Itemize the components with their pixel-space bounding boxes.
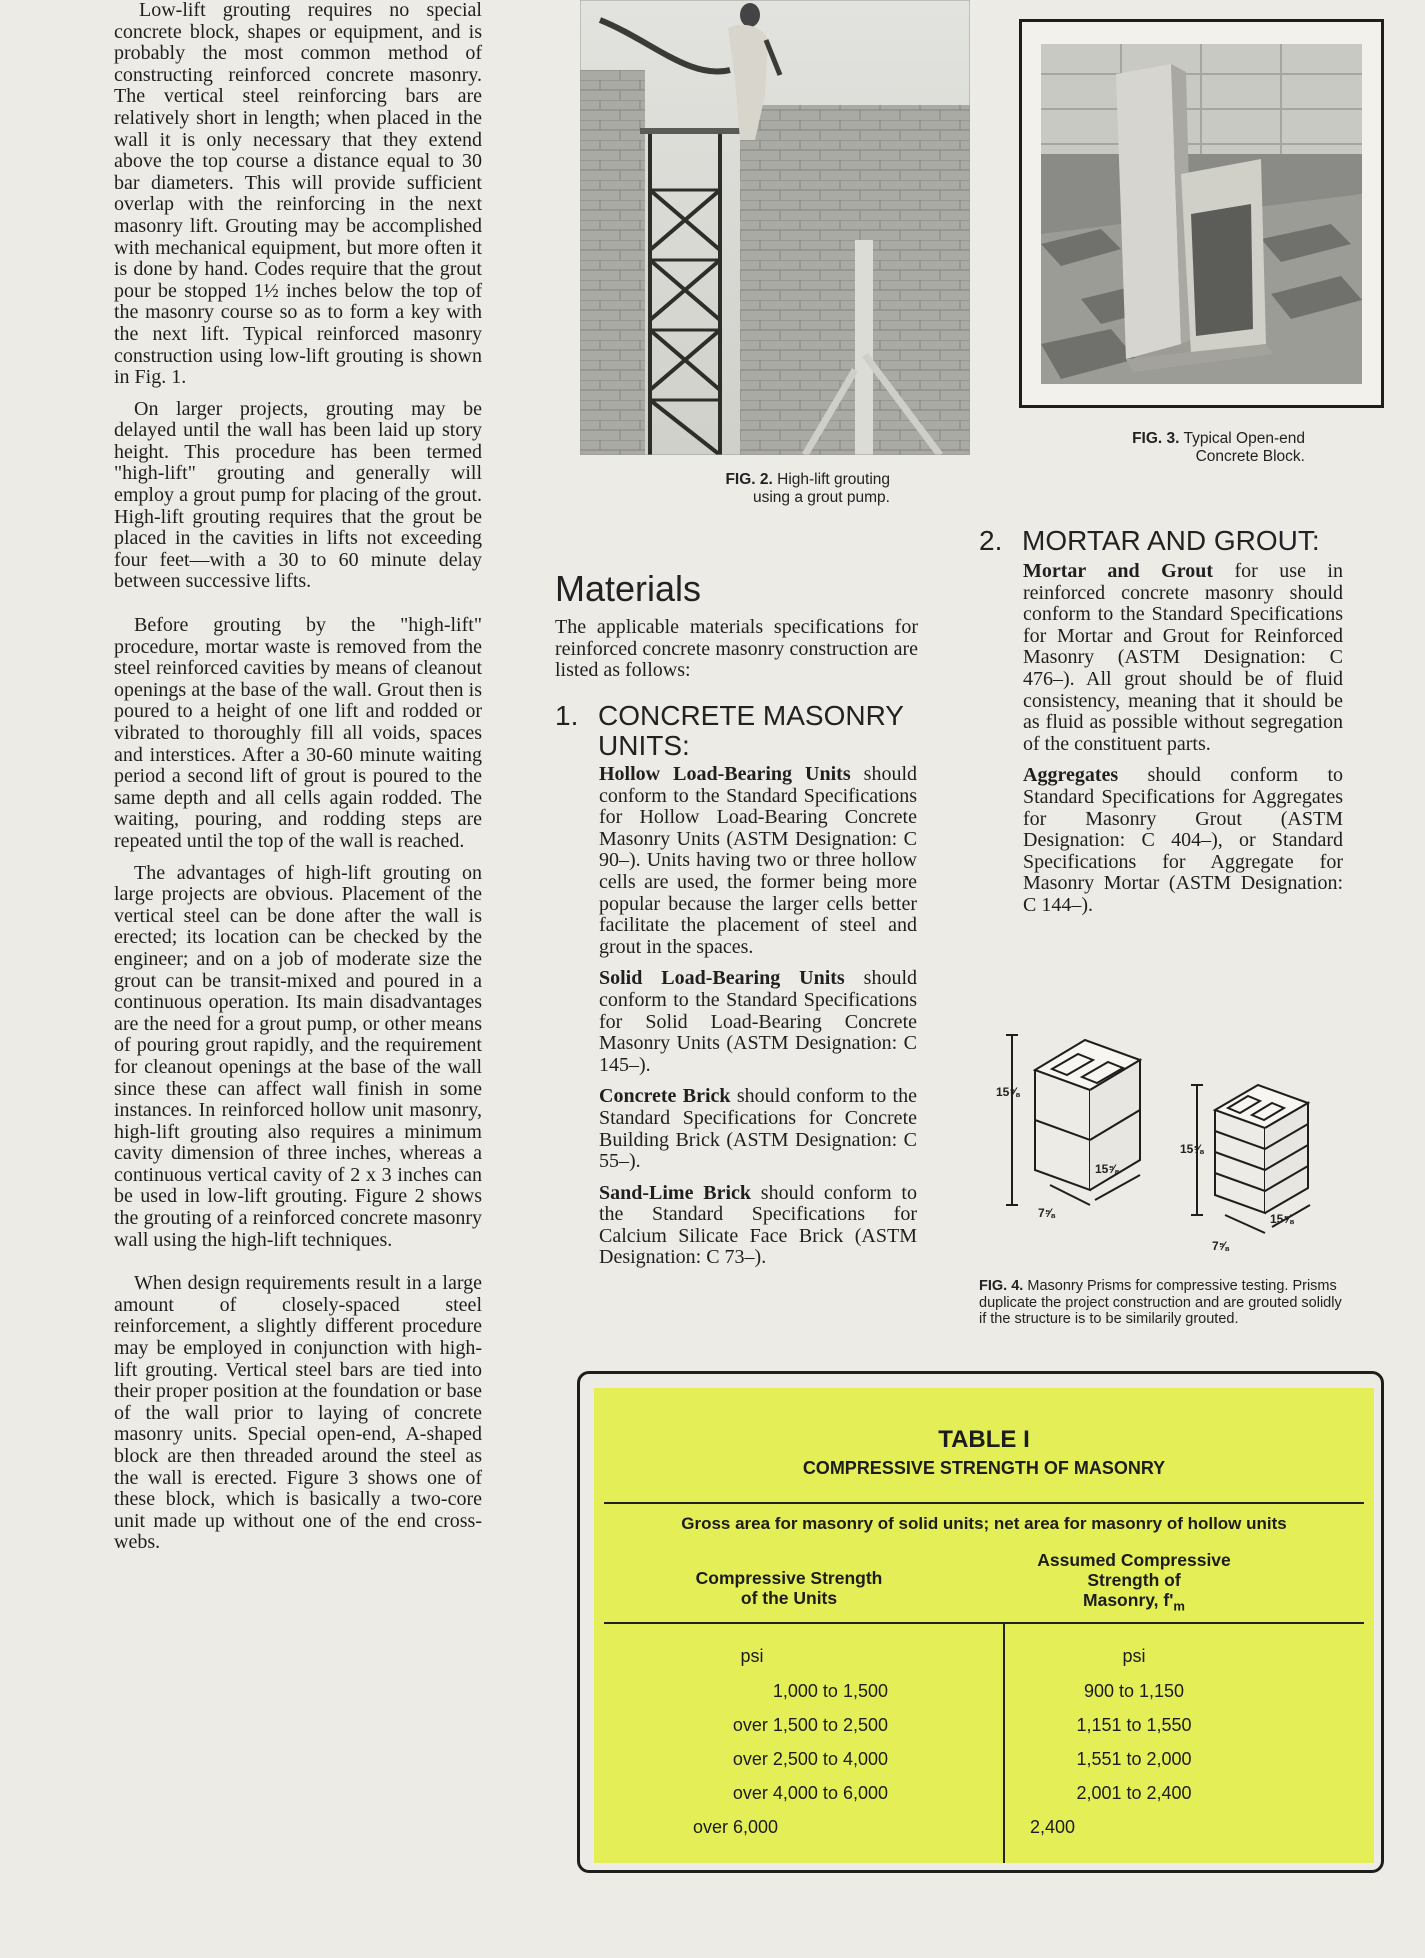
paragraph-low-lift: Low-lift grouting requires no special concrete block, shapes or equipment, and is probably the most common method of constructing reinforced concrete masonry. The vertical steel reinforcing bars are relatively short in length; when placed in the wall it is only necessary that they extend above the top course a distance equal to 30 bar diameters. This will provide sufficient overlap with the reinforcing in the next masonry lift. Grouting may be accomplished with mechanical equipment, but more often it is done by hand. Codes require that the grout pour be stopped 1½ inches below the top of the masonry course so as to form a key with the next lift. Typical reinforced masonry construction using low-lift grouting is shown in Fig. 1. [114,0,482,389]
materials-intro: The applicable materials specifications for reinforced concrete masonry construction are listed as follows: [555,616,918,682]
fig4-drawing [990,1005,1330,1260]
table-row-5-masonry: 2,400 [1030,1817,1076,1837]
fig3-caption-line1: Typical Open-end [1183,430,1305,447]
table-row-5-units: over 6,000 [692,1817,778,1837]
fig3-photo-illustration [1041,44,1362,384]
fig2-photo-illustration [580,0,970,455]
fig3-caption [1050,430,1305,466]
table-row-4-masonry: 2,001 to 2,400 [1076,1783,1192,1803]
spec-aggregates-text: should conform to Standard Specifications for Aggregates for Masonry Grout (ASTM Designation: C 404–), or Standard Specifications for Aggregate for Masonry Mortar (ASTM Designation: C 144–). [1023,764,1343,916]
fig4-masonry-prisms-drawing [990,1005,1330,1260]
left-text-column [114,0,482,1564]
section1-body [599,764,917,1279]
paragraph-open-end-block: When design requirements result in a large amount of closely-spaced steel reinforcement, a slightly different procedure may be employed in conjunction with high-lift grouting. Vertical steel bars are tied into their proper position at the foundation or base of the wall prior to laying of concrete masonry units. Special open-end, A-shaped block are then threaded around the steel as the wall is erected. Figure 3 shows one of these block, which is basically a two-core unit made up without one of the end cross-webs. [114,1272,482,1554]
fig3-caption-line2: Concrete Block. [1195,448,1305,465]
table-column-divider [1003,1624,1005,1863]
table-col-header-units [654,1568,924,1608]
spec-sand-lime-brick-text: should conform to the Standard Specifications for Calcium Silicate Face Brick (ASTM Designation: C 73–). [599,1181,917,1269]
section2-number: 2. [979,525,1003,556]
table-row-4-units: over 4,000 to 6,000 [732,1783,888,1803]
spec-concrete-brick-text: should conform to the Standard Specifications for Concrete Building Brick (ASTM Designation: C 55–). [599,1085,917,1173]
fig2-caption-line1: High-lift grouting [777,471,890,488]
spec-mortar-grout-text: for use in reinforced concrete masonry should conform to the Standard Specifications for Mortar and Grout for Reinforced Masonry (ASTM Designation: C 476–). All grout should be of fluid consistency, meaning that it should be as fluid as possible without segregation of the constituent parts. [1023,560,1343,755]
fig4-caption-text: Masonry Prisms for compressive testing. Prisms duplicate the project construction and are grouted solidly if the structure is to be similarily grouted. [979,1278,1342,1327]
table-col-header-masonry [1009,1550,1259,1617]
fig4-dim-width-a: 7⅝ [1038,1206,1055,1220]
col2-header-line3 [1009,1590,1259,1617]
table-subtitle: COMPRESSIVE STRENGTH OF MASONRY [802,1458,1166,1478]
spec-hollow-units [599,764,917,958]
col1-header-line1: Compressive Strength [695,1568,883,1588]
table-rule-top [604,1502,1364,1504]
fig3-label: FIG. 3. [1132,430,1180,447]
spec-solid-units [599,968,917,1076]
table-row-2-units: over 1,500 to 2,500 [732,1715,888,1735]
table-unit-left: psi [740,1646,764,1666]
fig2-caption-line2: using a grout pump. [752,489,890,506]
spec-sand-lime-brick-term: Sand-Lime Brick [599,1181,752,1204]
spec-mortar-grout [1023,561,1343,755]
spec-solid-units-term: Solid Load-Bearing Units [599,967,845,990]
table-rule-header [604,1622,1364,1624]
spec-solid-units-text: should conform to the Standard Specifications for Solid Load-Bearing Concrete Masonry Units (ASTM Designation: C 145–). [599,967,918,1076]
table-title: TABLE I [938,1426,1030,1453]
fig2-photo-grout-pump [580,0,970,455]
section1-title-line2: UNITS: [598,730,690,761]
fig4-dim-length-b: 15⅝ [1270,1212,1294,1226]
col2-header-line2: Strength of [1087,1570,1181,1590]
spec-sand-lime-brick [599,1183,917,1269]
section1-title-line1: CONCRETE MASONRY [598,700,904,731]
table-row-3-masonry: 1,551 to 2,000 [1076,1749,1192,1769]
table-note: Gross area for masonry of solid units; net area for masonry of hollow units [681,1514,1287,1533]
fig4-dim-width-b: 7⅝ [1212,1239,1229,1253]
section2-heading [979,525,1359,560]
fig4-caption [979,1278,1344,1328]
section2-body [1023,561,1343,927]
fig4-dim-length-a: 15⅝ [1095,1162,1119,1176]
fig4-dim-height-a: 15⅝ [996,1085,1020,1099]
table-compressive-strength [594,1388,1374,1863]
spec-aggregates [1023,765,1343,916]
col2-header-line3-text: Masonry, f' [1083,1590,1174,1610]
spec-aggregates-term: Aggregates [1023,764,1119,787]
paragraph-high-lift-intro: On larger projects, grouting may be delayed until the wall has been laid up story height. This procedure has been termed "high-lift" grouting and generally will employ a grout pump for placing of the grout. High-lift grouting requires that the grout be placed in the cavities in lifts not exceeding four feet—with a 30 to 60 minute delay between successive lifts. [114,397,482,593]
spec-hollow-units-text: should conform to the Standard Specifications for Hollow Load-Bearing Concrete Masonry Units (ASTM Designation: C 90–). Units having two or three hollow cells are used, the former being more popular because the larger cells better facilitate the placement of steel and grout in the spaces. [599,763,918,958]
table-row-3-units: over 2,500 to 4,000 [732,1749,888,1769]
fig3-photo-open-end-block [1041,44,1362,384]
section1-heading [555,700,935,770]
spec-concrete-brick-term: Concrete Brick [599,1085,731,1108]
paragraph-advantages: The advantages of high-lift grouting on large projects are obvious. Placement of the vertical steel can be done after the wall is erected; its location can be checked by the engineer; and on a job of moderate size the grout can be transit-mixed and poured in a continuous operation. Its main disadvantages are the need for a grout pump, or other means of pouring grout rapidly, and the requirement for cleanout openings at the base of the wall since these can affect wall finish in some instances. In reinforced hollow unit masonry, high-lift grouting also requires a minimum cavity dimension of three inches, whereas a continuous vertical cavity of 2 x 3 inches can be used in low-lift grouting. Figure 2 shows the grouting of a reinforced concrete masonry wall using the high-lift techniques. [114,861,482,1251]
spec-mortar-grout-term: Mortar and Grout [1023,560,1213,582]
table-unit-right: psi [1122,1646,1146,1666]
col2-header-subscript: m [1173,1598,1185,1614]
spec-concrete-brick [599,1086,917,1172]
col2-header-line1: Assumed Compressive [1037,1550,1231,1570]
fig2-caption [620,471,890,507]
materials-heading: Materials [555,568,702,609]
fig4-label: FIG. 4. [979,1278,1024,1294]
table-row-2-masonry: 1,151 to 1,550 [1076,1715,1192,1735]
col1-header-line2: of the Units [740,1588,838,1608]
spec-hollow-units-term: Hollow Load-Bearing Units [599,763,851,785]
fig4-dim-height-b: 15⅝ [1180,1142,1204,1156]
fig2-label: FIG. 2. [725,471,773,488]
section2-title: MORTAR AND GROUT: [1022,525,1320,556]
paragraph-high-lift-procedure: Before grouting by the "high-lift" procedure, mortar waste is removed from the steel reinforced cavities by means of cleanout openings at the base of the wall. Grout then is poured to a height of one lift and rodded or vibrated to thoroughly fill all voids, spaces and interstices. After a 30-60 minute waiting period a second lift of grout is poured to the same depth and all cells again rodded. The waiting, pouring, and rodding steps are repeated until the top of the wall is reached. [114,614,482,852]
table-row-1-masonry: 900 to 1,150 [1083,1681,1185,1701]
section1-number: 1. [555,700,579,731]
table-row-1-units: 1,000 to 1,500 [772,1681,888,1701]
